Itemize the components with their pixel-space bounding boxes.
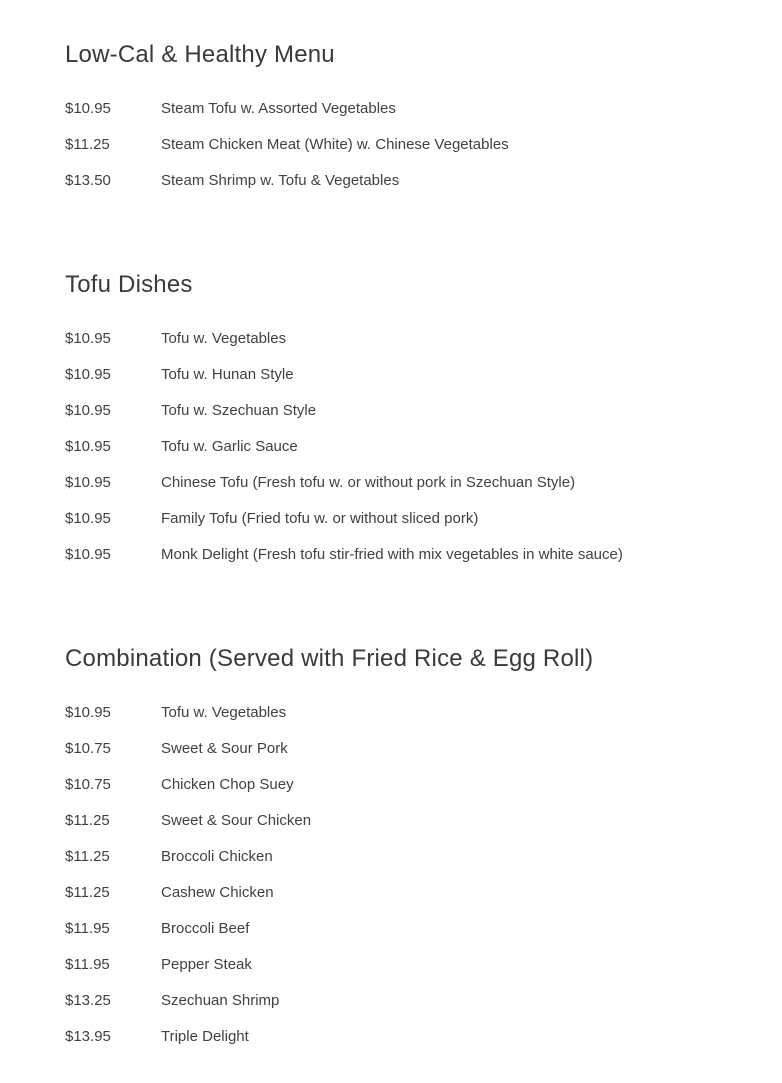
item-price: $11.25: [65, 883, 110, 901]
menu-item-row: [65, 356, 742, 392]
item-name: Szechuan Shrimp: [161, 991, 280, 1009]
item-name: Tofu w. Vegetables: [161, 703, 287, 721]
menu-item-row: [65, 464, 742, 500]
menu-item-row: [65, 392, 742, 428]
section-items: [65, 320, 742, 572]
item-price: $11.95: [65, 919, 110, 937]
item-price: $10.95: [65, 509, 111, 527]
menu-item-row: [65, 874, 742, 910]
item-name: Tofu w. Szechuan Style: [161, 401, 317, 419]
menu-item-row: [65, 910, 742, 946]
menu-item-row: [65, 838, 742, 874]
item-price: $10.75: [65, 739, 111, 757]
item-name: Monk Delight (Fresh tofu stir-fried with mix vegetables in white sauce): [161, 545, 623, 563]
item-price: $10.95: [65, 473, 111, 491]
section-items: [65, 90, 742, 198]
menu-item-row: [65, 428, 742, 464]
item-price: $10.95: [65, 365, 111, 383]
item-price: $10.95: [65, 401, 111, 419]
item-name: Tofu w. Hunan Style: [161, 365, 294, 383]
item-name: Family Tofu (Fried tofu w. or without sliced pork): [161, 509, 479, 527]
item-price: $13.95: [65, 1027, 111, 1045]
menu-item-row: [65, 766, 742, 802]
menu-item-row: [65, 500, 742, 536]
item-name: Sweet & Sour Pork: [161, 739, 288, 757]
item-name: Sweet & Sour Chicken: [161, 811, 312, 829]
item-price: $11.95: [65, 955, 110, 973]
section-title: Low-Cal & Healthy Menu: [65, 41, 335, 68]
item-name: Chinese Tofu (Fresh tofu w. or without pork in Szechuan Style): [161, 473, 576, 491]
item-price: $13.25: [65, 991, 111, 1009]
menu-item-row: [65, 1018, 742, 1054]
item-name: Tofu w. Garlic Sauce: [161, 437, 298, 455]
item-name: Steam Chicken Meat (White) w. Chinese Vegetables: [161, 135, 509, 153]
item-name: Tofu w. Vegetables: [161, 329, 287, 347]
item-name: Chicken Chop Suey: [161, 775, 294, 793]
menu-item-row: [65, 536, 742, 572]
menu-section: [65, 644, 742, 1054]
item-price: $10.95: [65, 99, 111, 117]
item-name: Steam Shrimp w. Tofu & Vegetables: [161, 171, 400, 189]
menu-item-row: [65, 90, 742, 126]
section-title: Combination (Served with Fried Rice & Egg Roll): [65, 645, 594, 672]
menu-item-row: [65, 730, 742, 766]
menu-item-row: [65, 320, 742, 356]
item-name: Triple Delight: [161, 1027, 249, 1045]
item-name: Broccoli Chicken: [161, 847, 273, 865]
section-title: Tofu Dishes: [65, 271, 193, 298]
section-items: [65, 694, 742, 1054]
menu-item-row: [65, 946, 742, 982]
item-price: $11.25: [65, 811, 110, 829]
item-price: $10.95: [65, 437, 111, 455]
menu-item-row: [65, 162, 742, 198]
item-price: $10.95: [65, 545, 111, 563]
menu-item-row: [65, 802, 742, 838]
menu-item-row: [65, 694, 742, 730]
menu-section: [65, 40, 742, 198]
item-name: Broccoli Beef: [161, 919, 250, 937]
item-price: $10.95: [65, 329, 111, 347]
menu-item-row: [65, 126, 742, 162]
item-price: $11.25: [65, 847, 110, 865]
item-price: $11.25: [65, 135, 110, 153]
item-price: $10.95: [65, 703, 111, 721]
item-name: Steam Tofu w. Assorted Vegetables: [161, 99, 396, 117]
item-price: $10.75: [65, 775, 111, 793]
menu-section: [65, 270, 742, 572]
item-name: Pepper Steak: [161, 955, 252, 973]
item-name: Cashew Chicken: [161, 883, 274, 901]
menu-item-row: [65, 982, 742, 1018]
item-price: $13.50: [65, 171, 111, 189]
